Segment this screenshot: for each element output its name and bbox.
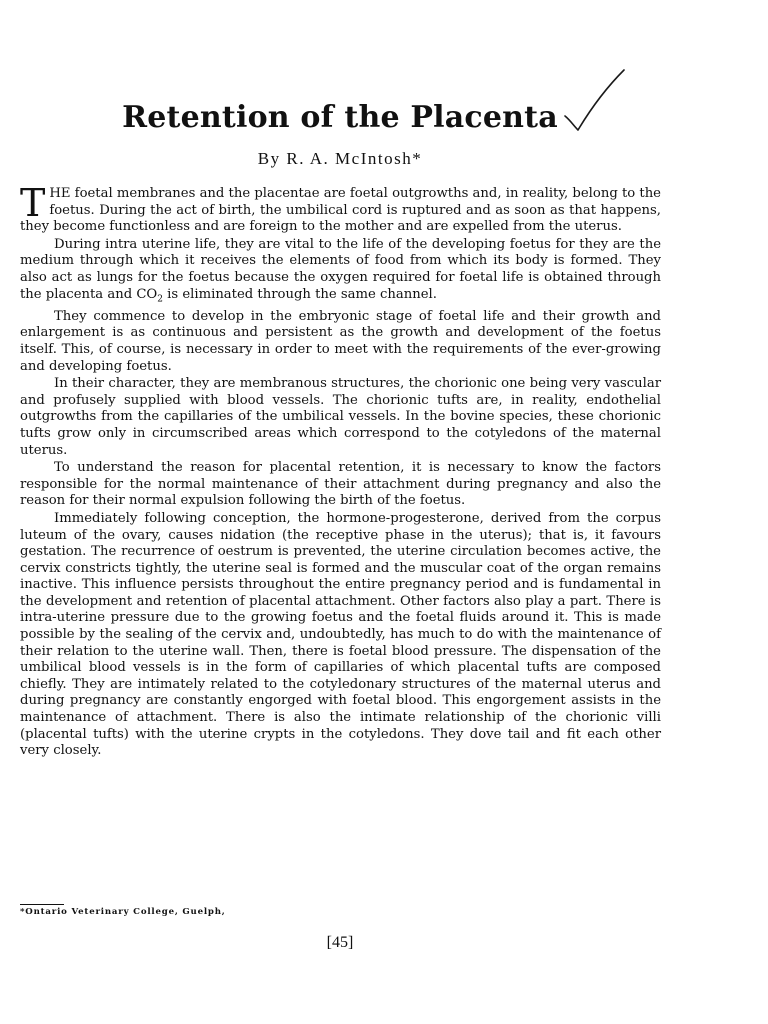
paragraph-5: To understand the reason for placental retention, it is necessary to know the factors responsible for the normal maintenance of their attachment during pregnancy and also the reason for their normal expulsion following the birth of the foetus.: [20, 460, 661, 509]
article-body: [20, 181, 661, 760]
drop-cap: T: [20, 181, 46, 225]
paragraph-1-text: HE foetal membranes and the placentae are foetal outgrowths and, in reality, belong to the foetus. During the act of birth, the umbilical cord is ruptured and as soon as that happens, they become functionless and are foreign to the mother and are expelled from the uterus.: [20, 186, 661, 235]
article-byline: By R. A. McIntosh*: [257, 149, 423, 168]
handwritten-checkmark-icon: [562, 66, 632, 136]
article-title: Retention of the Placenta: [122, 100, 558, 135]
page-number: [45]: [326, 934, 354, 951]
paragraph-2: [20, 237, 661, 308]
footnote-divider: [20, 904, 64, 905]
co2-subscript: 2: [157, 294, 163, 305]
paragraph-2-text-b: is eliminated through the same channel.: [162, 286, 437, 302]
footnote: *Ontario Veterinary College, Guelph,: [20, 907, 226, 917]
paragraph-6: Immediately following conception, the hormone-progesterone, derived from the corpus luteum of the ovary, causes nidation (the receptive phase in the uterus); that is, it favours gestation. The recurrence of oestrum is prevented, the uterine circulation becomes active, the cervix constricts tightly, the uterine seal is formed and the muscular coat of the organ remains inactive. This influence persists throughout the entire pregnancy period and is fundamental in the development and retention of placental attachment. Other factors also play a part. There is intra-uterine pressure due to the growing foetus and the foetal fluids around it. This is made possible by the sealing of the cervix and, undoubtedly, has much to do with the maintenance of their relation to the uterine wall. Then, there is foetal blood pressure. The dispensation of the umbilical blood vessels is in the form of capillaries of which placental tufts are composed chiefly. They are intimately related to the cotyledonary structures of the maternal uterus and during pregnancy are constantly engorged with foetal blood. This engorgement assists in the maintenance of attachment. There is also the intimate relationship of the chorionic villi (placental tufts) with the uterine crypts in the cotyledons. They dove tail and fit each other very closely.: [20, 510, 661, 759]
paragraph-3: They commence to develop in the embryonic stage of foetal life and their growth and enlargement is as continuous and persistent as the growth and development of the foetus itself. This, of course, is necessary in order to meet with the requirements of the ever-growing and developing foetus.: [20, 308, 661, 374]
paragraph-2-text-a: During intra uterine life, they are vital to the life of the developing foetus for they are the medium through which it receives the elements of food from which its body is formed. They also act as lungs for the foetus because the oxygen required for foetal life is obtained through the placenta and CO: [20, 236, 661, 302]
paragraph-1: [20, 181, 661, 236]
paragraph-4: In their character, they are membranous structures, the chorionic one being very vascular and profusely supplied with blood vessels. The chorionic tufts are, in reality, endothelial outgrowths from the capillaries of the umbilical vessels. In the bovine species, these chorionic tufts grow only in circumscribed areas which correspond to the cotyledons of the maternal uterus.: [20, 376, 661, 458]
